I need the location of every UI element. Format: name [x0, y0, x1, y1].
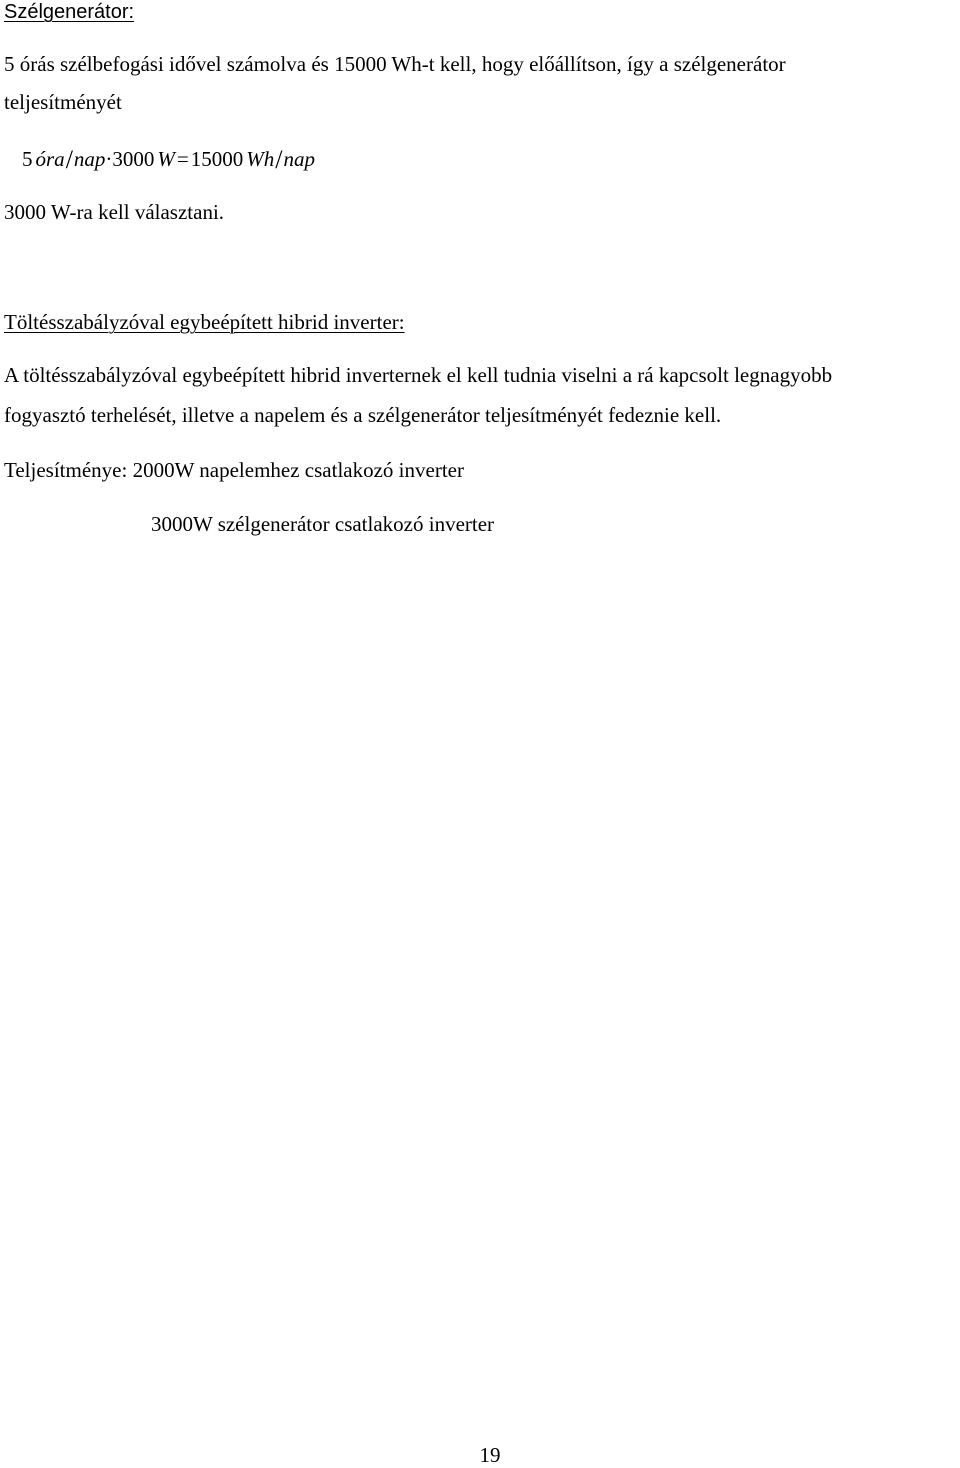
formula-multiply: · [105, 147, 113, 171]
formula-divider: / [275, 145, 283, 174]
paragraph-line: A töltésszabályzóval egybeépített hibrid inverternek el kell tudnia viselni a rá kapcsolt legnagyobb [4, 363, 833, 387]
power-formula [22, 147, 315, 173]
capacity-value: 3000W szélgenerátor csatlakozó inverter [151, 512, 495, 536]
formula-unit: W [157, 147, 175, 171]
formula-unit: nap [283, 147, 315, 171]
formula-unit: Wh [246, 147, 275, 171]
conclusion-text: 3000 W-ra kell választani. [4, 200, 225, 224]
formula-unit: nap [73, 147, 106, 171]
formula-divider: / [65, 145, 73, 174]
formula-equals: = [176, 147, 189, 171]
paragraph-line: fogyasztó terhelését, illetve a napelem és a szélgenerátor teljesítményét fedeznie kell. [4, 403, 722, 427]
formula-number: 3000 [112, 147, 155, 171]
capacity-value: 2000W napelemhez csatlakozó inverter [132, 458, 464, 482]
capacity-row [4, 460, 464, 481]
formula-number: 5 [22, 147, 33, 171]
section-heading-hybrid-inverter: Töltésszabályzóval egybeépített hibrid inverter: [4, 310, 405, 334]
capacity-label: Teljesítménye: [4, 458, 128, 482]
paragraph-line: 5 órás szélbefogási idővel számolva és 15000 Wh-t kell, hogy előállítson, így a szélgenerátor [4, 52, 786, 76]
formula-number: 15000 [190, 147, 244, 171]
page-number: 19 [479, 1443, 501, 1467]
paragraph-line: teljesítményét [4, 90, 122, 114]
section-heading-wind-generator: Szélgenerátor: [4, 1, 135, 23]
formula-unit: óra [35, 147, 65, 171]
